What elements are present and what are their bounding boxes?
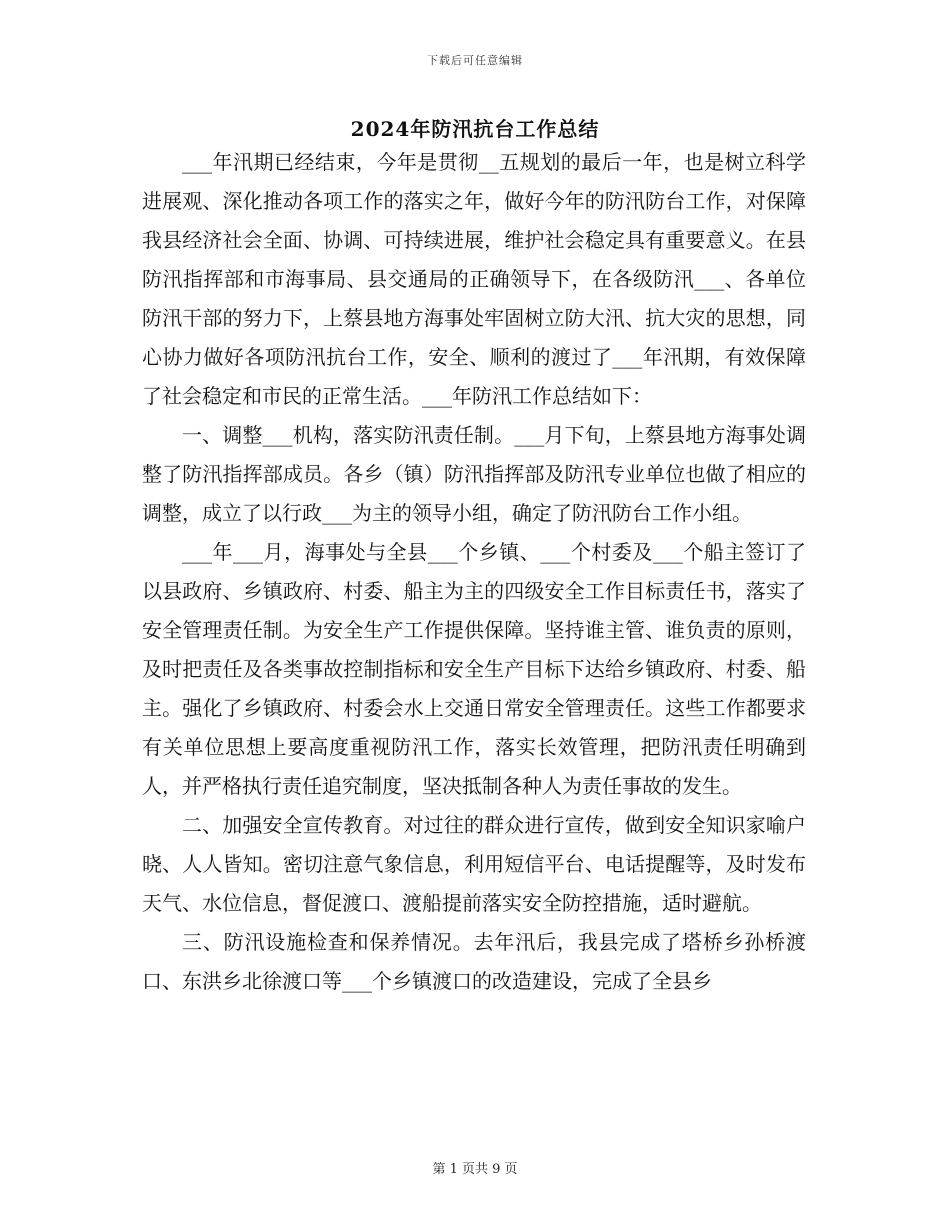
- paragraph-section-2: 二、加强安全宣传教育。对过往的群众进行宣传，做到安全知识家喻户晓、人人皆知。密切注意气象信息，利用短信平台、电话提醒等，及时发布天气、水位信息，督促渡口、渡船提前落实安全防控措施，适时避航。: [142, 813, 806, 915]
- paragraph-responsibility: ___年___月，海事处与全县___个乡镇、___个村委及___个船主签订了以县政府、乡镇政府、村委、船主为主的四级安全工作目标责任书，落实了安全管理责任制。为安全生产工作提供保障。坚持谁主管、谁负责的原则，及时把责任及各类事故控制指标和安全生产目标下达给乡镇政府、村委、船主。强化了乡镇政府、村委会水上交通日常安全管理责任。这些工作都要求有关单位思想上要高度重视防汛工作，落实长效管理，把防汛责任明确到人，并严格执行责任追究制度，坚决抵制各种人为责任事故的发生。: [142, 540, 806, 798]
- document-body: [142, 143, 806, 1001]
- page-header: 下载后可任意编辑: [427, 54, 523, 67]
- paragraph-section-1: 一、调整___机构，落实防汛责任制。___月下旬，上蔡县地方海事处调整了防汛指挥部成员。各乡（镇）防汛指挥部及防汛专业单位也做了相应的调整，成立了以行政___为主的领导小组，确定了防汛防台工作小组。: [142, 423, 806, 525]
- document-title: 2024年防汛抗台工作总结: [350, 117, 600, 141]
- paragraph-intro: ___年汛期已经结束，今年是贯彻__五规划的最后一年，也是树立科学进展观、深化推动各项工作的落实之年，做好今年的防汛防台工作，对保障我县经济社会全面、协调、可持续进展，维护社会稳定具有重要意义。在县防汛指挥部和市海事局、县交通局的正确领导下，在各级防汛___、各单位防汛干部的努力下，上蔡县地方海事处牢固树立防大汛、抗大灾的思想，同心协力做好各项防汛抗台工作，安全、顺利的渡过了___年汛期，有效保障了社会稳定和市民的正常生活。___年防汛工作总结如下：: [142, 150, 806, 408]
- paragraph-section-3: 三、防汛设施检查和保养情况。去年汛后，我县完成了塔桥乡孙桥渡口、东洪乡北徐渡口等___个乡镇渡口的改造建设，完成了全县乡: [142, 930, 806, 993]
- page-number: 第 1 页共 9 页: [432, 1162, 518, 1177]
